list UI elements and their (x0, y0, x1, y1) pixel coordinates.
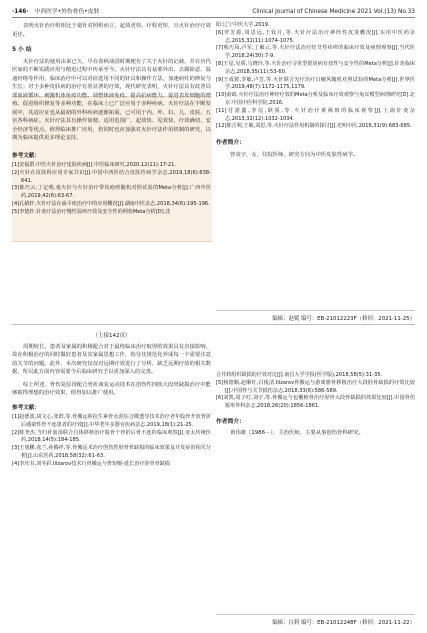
journal-name-cn: 中西医学•外伤骨伤•皮肤 (34, 9, 100, 15)
reference-item: 合并软组织缺损的疗效对比[J].南昌大学学报(医学版),2018,58(5):31-35. (216, 372, 383, 378)
article2-conclusion-paragraph: 综上所述，骨伤复原汤配合骨折康复运动技术在创伤性四肢大段骨缺损治疗中能够取得理想的治疗效果，值得加以推广使用。 (12, 381, 211, 396)
continued-note: （上接142页） (92, 333, 131, 339)
article1-references-left (12, 162, 211, 217)
running-header (12, 6, 415, 15)
article2-editor-line: 编辑：白莉 编号：EB-21012248F（修回：2021-11-22） (216, 614, 415, 626)
reference-item: [2]火针在皮肤科应用专家共识[J].中国中西医结合皮肤性病学杂志,2019,18(6):638-641. (12, 169, 211, 184)
reference-item: [10]俞政.火针疗法治疗神经疗效的Meta分析及临床疗效观察与兔耳模型病理研究[D].北京:中国中医科学院,2016. (216, 92, 415, 106)
reference-item: [1]赵德波,胡文心,张群,等.骨搬运和抗生素骨水泥综合微透导技术治疗老年股骨开放骨折后感染性骨不连患者的疗效[J].中华老年多器官疾病杂志,2019,18(1):21-25. (12, 414, 211, 428)
page-number: ·146· (12, 9, 29, 15)
reference-item: [4]李庆书,刘冬彩.Ilizarov技术行骨搬运与骨短缩-延长治疗胫骨骨缺损 (12, 460, 170, 467)
article1-references-title: 参考文献： (12, 152, 40, 159)
reference-item: [5]李楚轩.针灸疗法治疗慢性湿疹疗效及安全性的网状Meta分析[D].沈 (12, 208, 171, 215)
article2-author-bio: 黄伟雄（1986－），主治医师，主要从事创伤骨科研究。 (230, 430, 364, 437)
reference-item: [2]陈尧杰.当归补血汤联合自体移植治疗股骨干骨折后骨不连的临床观察[J].亚太传统医药,2018,14(5):184-185. (12, 429, 211, 444)
reference-item: [1]安福群.中医火针治疗皮肤疾病[J].中医临床研究,2020,12(11):17-21. (12, 162, 176, 168)
journal-name-en: Clinical Journal of Chinese Medicine 2021 Vol.(13) No.33 (252, 9, 415, 15)
reference-item: [6]罗芳源,周思远,王钦月,等.火针疗法治疗神经性皮炎概况[J].实用中医药杂志,2015,31(11):1074-1075. (216, 29, 415, 44)
article2-discussion-paragraph: 周期较长，患者及家属的积极配合对于最终临床治疗取得的效果具有直接影响，故在积极治疗的同时做好患者及其家属思想工作，指导其规范化养成每一个需要注意的关节的问题。此外，本次研究仅仅对远期疗效进行了分析，缺乏远期疗效的相关数据，所以此方面内容需要今后临床研究予以更加深入的完善。 (12, 343, 211, 375)
header-rule (12, 17, 415, 18)
article1-author-bio: 曾凌宇，女，住院医师，研究方向为中医皮肤性病学。 (230, 151, 359, 158)
article2-left-column (12, 330, 211, 469)
article1-editor-line: 编辑：赵媛 编号：EB-21012223F（修回：2021-11-25） (216, 310, 415, 322)
article2-right-column (216, 372, 415, 438)
reference-item: [9]王成骏,李敏,卢芳,等.火针联合光疗治疗白癜风随机对照试验的Meta分析[J].世界医学,2019,48(7):1172-1175,1179. (216, 76, 415, 91)
reference-item: [6]刘凯,周子红,刘宇,等.骨搬运与包覆植骨治疗胫骨大段骨缺损的效果比较[J].中国骨伤矫形外科杂志,2018,26(20):1856-1861. (216, 395, 415, 410)
reference-item: [3]陈巧云,丁定明,毫火针与火针治疗带状疱疹随机对照试验的Meta分析[J].广西中医药,2019,42(6):63-67. (12, 185, 211, 200)
article1-right-column (216, 22, 415, 159)
article2-references-title: 参考文献： (12, 404, 40, 411)
article1-author-title: 作者简介： (216, 140, 245, 147)
article1-intro-paragraph: 表明火针治疗组相比于毫针对照组而言，起效更快，疗程更短，且火针治疗疗效更佳。 (12, 23, 211, 38)
reference-item: [5]杨德顺,赵顺红,白俊清.Ilizarov骨搬运与游离腓骨移植治疗大段胫骨缺损的疗效比较[J].中国骨与关节损伤杂志,2018,33(6):586-589. (216, 379, 415, 394)
running-header-left (12, 6, 99, 15)
reference-item: [3]王旭鹏,张兰,孙腾祥,等.骨搬运术治疗创伤性胫骨骨缺损的临床效果及并发症的相关分析[J].山东医药,2018,58(32):61-63. (12, 445, 211, 459)
article2-author-title: 作者简介： (216, 418, 245, 425)
reference-item: [7]蔡巧凤,卢军,丁雁云,等.火针疗法治疗结节性痒疹的临床疗效及病理观察[J].当代医学,2018,24(30):7-9. (216, 45, 415, 60)
article1-left-column (12, 22, 211, 217)
reference-item: [4]孔婧轩.火针疗法在扁平疣治疗中的应用概况[J].湖南中医杂志,2018,34(6):195-196. (12, 200, 210, 207)
summary-paragraph: 火针疗法的使用由来已久，早在春秋战国时期便有了关于火针的记载，并在历代医家的不断实践应用与精进过程中传承至今。火针疗法具有祛邪外出、去腐除恶、温通经络等作用，临床治疗中可以对症选用不同的针具和操作方法，加速病灶的修复与生长；对于多种皮肤病的治疗有着显著的疗效，现代研究表明，火针疗法具有改善局部血液循环、刺激机体免疫功能、调整体液免疫、提高抗病能力、促进表皮细胞的增殖、促进组织修复等多种功能，在临床上已广泛应用于多种疾病。火针疗法在不断发展中，其适应证也从最初的外科疾病逐渐拓展，已可用于内、外、妇、儿、皮肤、五官各科病症。火针疗法具有操作简便、适用范围广、起效快、见效快、疗效确切、安全经济等优点，值得临床推广应用，但同时也应加强对火针疗法作用机制的研究，以期为临床提供更多理论支持。 (12, 58, 211, 141)
reference-item: [12]陈吉利,王敏,刘思,等.火针疗法作用机制的探讨[J].光明中医,2016,31(9):683-685. (216, 123, 412, 130)
reference-item: [11]付游鑫,李信,耿骄,等.火针治疗黄褐斑的临床观察[J].上海针灸杂志,2013,32(12):1032-1034. (216, 107, 415, 122)
section-title-summary: 5 小 结 (12, 47, 32, 53)
reference-item: 阳:辽宁中医大学,2019. (216, 22, 270, 28)
reference-item: [8]王星,吴骄,马晓玲,等.火针治疗寻常型银屑病有效性与安全性的Meta分析[J].针灸临床杂志,2018,35(11):53-60. (216, 60, 415, 75)
article-separator (12, 324, 415, 325)
